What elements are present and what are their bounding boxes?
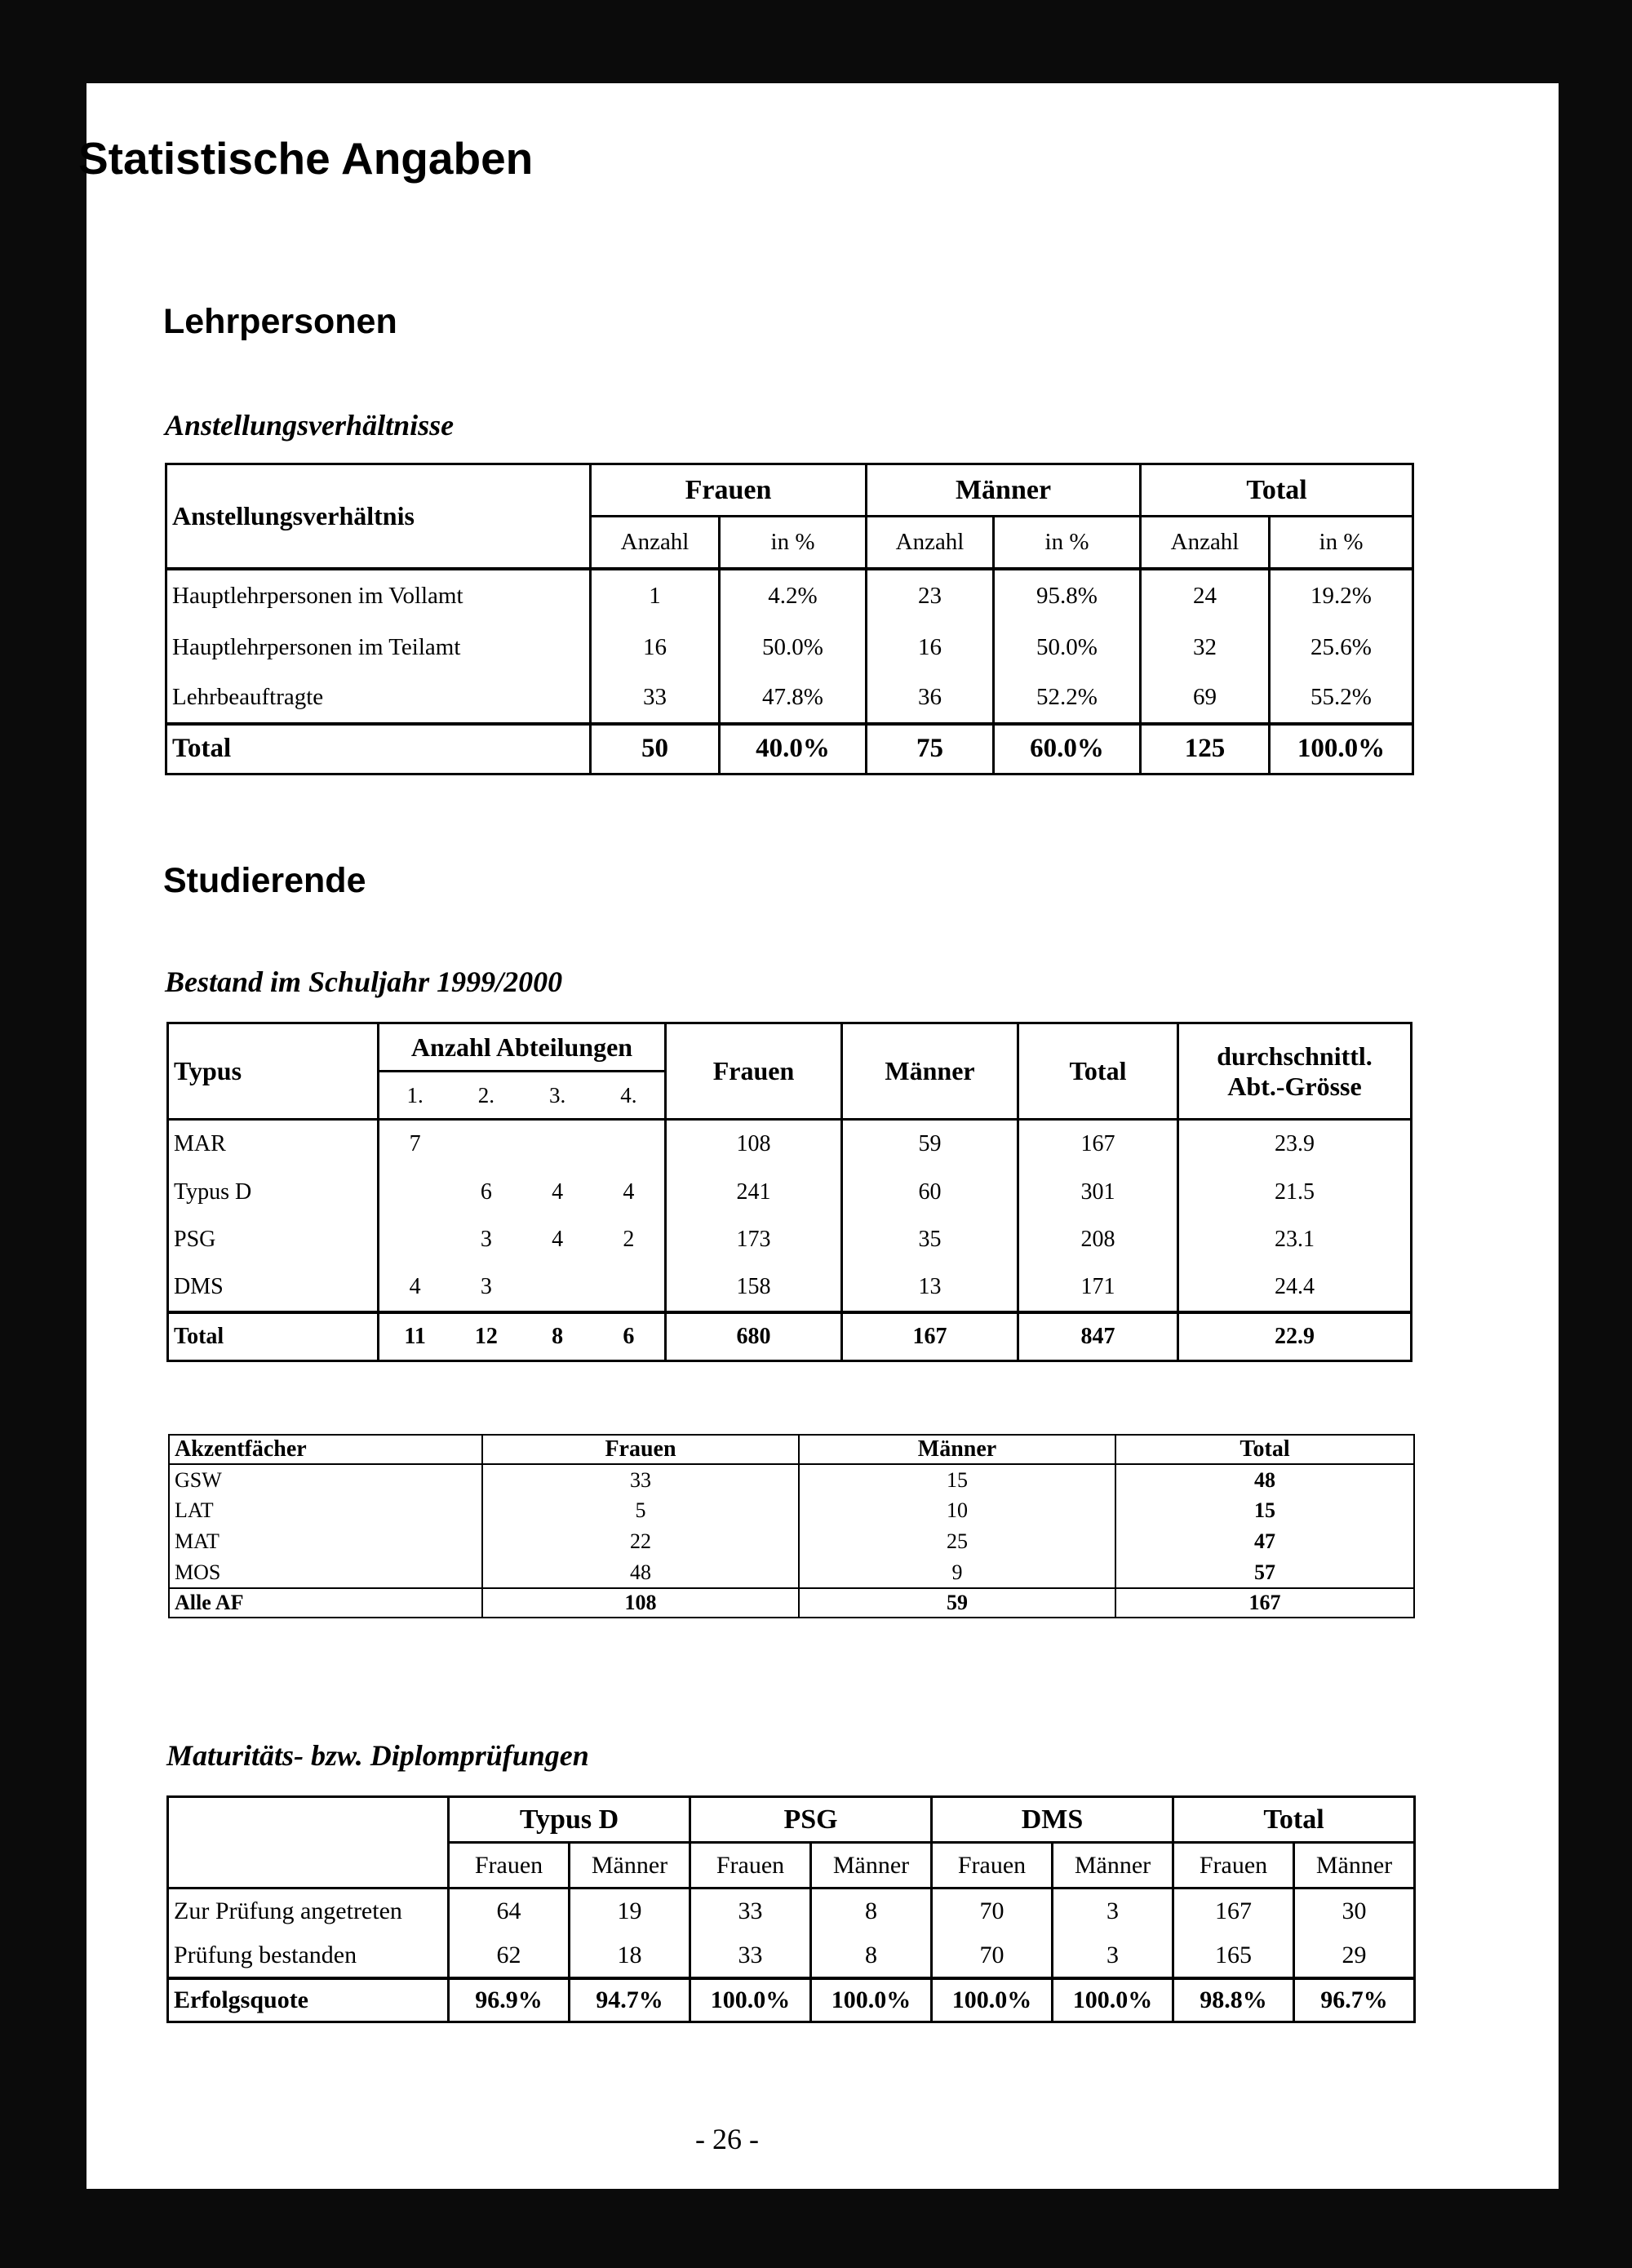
header-avg-line1: durchschnittl. bbox=[1217, 1041, 1373, 1071]
header-anzahl-abteilungen bbox=[379, 1023, 666, 1120]
cell: 48 bbox=[1115, 1464, 1414, 1495]
subheader-maenner: Männer bbox=[570, 1843, 690, 1889]
cell-typus: MAR bbox=[168, 1120, 379, 1169]
cell: 3 bbox=[1053, 1934, 1173, 1978]
table-akzentfaecher bbox=[168, 1434, 1415, 1618]
abt-2: 3 bbox=[480, 1226, 492, 1252]
cell-fach: GSW bbox=[169, 1464, 482, 1495]
cell: 94.7% bbox=[570, 1978, 690, 2022]
cell-label: Lehrbeauftragte bbox=[166, 673, 591, 724]
cell: 165 bbox=[1173, 1934, 1294, 1978]
cell: 48 bbox=[482, 1557, 799, 1588]
cell: 9 bbox=[799, 1557, 1115, 1588]
cell-maenner: 167 bbox=[842, 1312, 1018, 1361]
cell: 4.2% bbox=[720, 569, 867, 623]
table-row bbox=[168, 1934, 1415, 1978]
cell: 29 bbox=[1294, 1934, 1415, 1978]
abt-2: 12 bbox=[474, 1323, 498, 1349]
header-total: Total bbox=[1018, 1023, 1178, 1120]
header-dms: DMS bbox=[932, 1797, 1173, 1843]
cell: 100.0% bbox=[1053, 1978, 1173, 2022]
cell: 15 bbox=[1115, 1495, 1414, 1526]
cell-fach: Alle AF bbox=[169, 1588, 482, 1618]
cell-label: Prüfung bestanden bbox=[168, 1934, 449, 1978]
cell: 47.8% bbox=[720, 673, 867, 724]
cell: 60.0% bbox=[994, 724, 1141, 774]
subheader-prozent: in % bbox=[994, 517, 1141, 569]
abt-sub: 2. bbox=[477, 1083, 494, 1107]
cell: 96.7% bbox=[1294, 1978, 1415, 2022]
table-row bbox=[169, 1557, 1414, 1588]
cell: 47 bbox=[1115, 1526, 1414, 1557]
cell-typus: Typus D bbox=[168, 1169, 379, 1216]
cell: 59 bbox=[799, 1588, 1115, 1618]
cell: 98.8% bbox=[1173, 1978, 1294, 2022]
table-total-row bbox=[169, 1588, 1414, 1618]
cell-frauen: 158 bbox=[666, 1263, 842, 1312]
cell: 1 bbox=[591, 569, 720, 623]
header-frauen: Frauen bbox=[482, 1435, 799, 1464]
table-total-row bbox=[166, 724, 1413, 774]
subheader-frauen: Frauen bbox=[932, 1843, 1053, 1889]
cell-avg: 23.1 bbox=[1178, 1216, 1412, 1263]
table-row bbox=[166, 673, 1413, 724]
abt-2: 6 bbox=[480, 1178, 492, 1205]
abt-sub-headers bbox=[379, 1072, 664, 1118]
cell-avg: 22.9 bbox=[1178, 1312, 1412, 1361]
cell-abteilungen bbox=[379, 1216, 666, 1263]
cell: 57 bbox=[1115, 1557, 1414, 1588]
table-row bbox=[169, 1464, 1414, 1495]
header-total: Total bbox=[1173, 1797, 1415, 1843]
abt-3: 4 bbox=[552, 1226, 564, 1252]
table-row bbox=[168, 1169, 1412, 1216]
cell-maenner: 60 bbox=[842, 1169, 1018, 1216]
cell: 62 bbox=[449, 1934, 570, 1978]
abt-3 bbox=[522, 1274, 593, 1300]
cell-abteilungen bbox=[379, 1169, 666, 1216]
abt-1: 7 bbox=[409, 1131, 421, 1157]
cell-total: 167 bbox=[1018, 1120, 1178, 1169]
abt-1: 4 bbox=[409, 1273, 421, 1299]
cell: 15 bbox=[799, 1464, 1115, 1495]
cell: 100.0% bbox=[811, 1978, 932, 2022]
cell-maenner: 13 bbox=[842, 1263, 1018, 1312]
cell-label: Erfolgsquote bbox=[168, 1978, 449, 2022]
header-akzentfaecher: Akzentfächer bbox=[169, 1435, 482, 1464]
abt-4: 2 bbox=[623, 1226, 635, 1252]
table-total-row bbox=[168, 1312, 1412, 1361]
table-row bbox=[168, 1889, 1415, 1934]
cell: 33 bbox=[591, 673, 720, 724]
cell: 18 bbox=[570, 1934, 690, 1978]
cell: 19.2% bbox=[1270, 569, 1413, 623]
abt-3 bbox=[522, 1131, 593, 1157]
abt-4: 4 bbox=[623, 1178, 635, 1205]
cell: 55.2% bbox=[1270, 673, 1413, 724]
abt-sub: 3. bbox=[549, 1083, 566, 1107]
cell: 40.0% bbox=[720, 724, 867, 774]
abt-2 bbox=[450, 1131, 521, 1157]
cell: 75 bbox=[867, 724, 994, 774]
table-row bbox=[169, 1495, 1414, 1526]
header-total: Total bbox=[1115, 1435, 1414, 1464]
cell-label: Hauptlehrpersonen im Teilamt bbox=[166, 623, 591, 673]
header-psg: PSG bbox=[690, 1797, 932, 1843]
cell-typus: Total bbox=[168, 1312, 379, 1361]
abt-4: 6 bbox=[623, 1323, 635, 1349]
cell: 33 bbox=[690, 1934, 811, 1978]
header-durchschnitt bbox=[1178, 1023, 1412, 1120]
cell-maenner: 35 bbox=[842, 1216, 1018, 1263]
cell: 8 bbox=[811, 1934, 932, 1978]
abt-1 bbox=[379, 1227, 450, 1253]
cell: 8 bbox=[811, 1889, 932, 1934]
subheader-frauen: Frauen bbox=[1173, 1843, 1294, 1889]
subheading-anstellung: Anstellungsverhältnisse bbox=[165, 409, 455, 442]
cell: 167 bbox=[1173, 1889, 1294, 1934]
cell: 100.0% bbox=[932, 1978, 1053, 2022]
cell: 69 bbox=[1141, 673, 1270, 724]
cell-abteilungen bbox=[379, 1312, 666, 1361]
table-bestand bbox=[166, 1022, 1412, 1362]
cell: 25.6% bbox=[1270, 623, 1413, 673]
cell-total: 208 bbox=[1018, 1216, 1178, 1263]
cell: 5 bbox=[482, 1495, 799, 1526]
header-maenner: Männer bbox=[799, 1435, 1115, 1464]
cell-fach: MAT bbox=[169, 1526, 482, 1557]
cell: 167 bbox=[1115, 1588, 1414, 1618]
abt-4 bbox=[593, 1274, 664, 1300]
header-frauen: Frauen bbox=[591, 464, 867, 517]
subheading-maturitaet: Maturitäts- bzw. Diplomprüfungen bbox=[166, 1739, 589, 1772]
cell-total: 847 bbox=[1018, 1312, 1178, 1361]
cell: 64 bbox=[449, 1889, 570, 1934]
cell: 96.9% bbox=[449, 1978, 570, 2022]
cell: 100.0% bbox=[690, 1978, 811, 2022]
table-row bbox=[166, 569, 1413, 623]
table-row bbox=[169, 1526, 1414, 1557]
page-number: - 26 - bbox=[695, 2123, 759, 2155]
cell: 33 bbox=[690, 1889, 811, 1934]
cell: 16 bbox=[591, 623, 720, 673]
cell: 24 bbox=[1141, 569, 1270, 623]
table-row bbox=[166, 623, 1413, 673]
cell-total: 171 bbox=[1018, 1263, 1178, 1312]
cell-abteilungen bbox=[379, 1263, 666, 1312]
table-total-row bbox=[168, 1978, 1415, 2022]
cell: 3 bbox=[1053, 1889, 1173, 1934]
table-pruefungen bbox=[166, 1795, 1416, 2023]
subheader-maenner: Männer bbox=[811, 1843, 932, 1889]
cell: 36 bbox=[867, 673, 994, 724]
cell-frauen: 241 bbox=[666, 1169, 842, 1216]
cell: 22 bbox=[482, 1526, 799, 1557]
header-maenner: Männer bbox=[867, 464, 1141, 517]
cell: 70 bbox=[932, 1934, 1053, 1978]
cell: 100.0% bbox=[1270, 724, 1413, 774]
abt-sub: 4. bbox=[620, 1083, 637, 1107]
header-typus: Typus bbox=[168, 1023, 379, 1120]
cell: 108 bbox=[482, 1588, 799, 1618]
cell-total: 301 bbox=[1018, 1169, 1178, 1216]
cell: 32 bbox=[1141, 623, 1270, 673]
cell-fach: MOS bbox=[169, 1557, 482, 1588]
abt-sub: 1. bbox=[406, 1083, 424, 1107]
cell-label: Zur Prüfung angetreten bbox=[168, 1889, 449, 1934]
subheading-bestand: Bestand im Schuljahr 1999/2000 bbox=[165, 965, 563, 998]
abt-1: 11 bbox=[404, 1323, 426, 1349]
header-abt-label: Anzahl Abteilungen bbox=[379, 1024, 664, 1072]
cell-avg: 23.9 bbox=[1178, 1120, 1412, 1169]
cell: 52.2% bbox=[994, 673, 1141, 724]
cell-typus: DMS bbox=[168, 1263, 379, 1312]
subheader-anzahl: Anzahl bbox=[867, 517, 994, 569]
subheader-anzahl: Anzahl bbox=[591, 517, 720, 569]
table-row bbox=[168, 1120, 1412, 1169]
cell: 70 bbox=[932, 1889, 1053, 1934]
cell-label: Total bbox=[166, 724, 591, 774]
header-empty bbox=[168, 1797, 449, 1889]
cell: 16 bbox=[867, 623, 994, 673]
abt-1 bbox=[379, 1179, 450, 1205]
cell: 19 bbox=[570, 1889, 690, 1934]
cell-avg: 21.5 bbox=[1178, 1169, 1412, 1216]
cell-abteilungen bbox=[379, 1120, 666, 1169]
cell: 33 bbox=[482, 1464, 799, 1495]
cell: 95.8% bbox=[994, 569, 1141, 623]
header-frauen: Frauen bbox=[666, 1023, 842, 1120]
header-avg-line2: Abt.-Grösse bbox=[1227, 1071, 1362, 1101]
section-heading-lehrpersonen: Lehrpersonen bbox=[163, 302, 397, 341]
header-typus-d: Typus D bbox=[449, 1797, 690, 1843]
cell-frauen: 108 bbox=[666, 1120, 842, 1169]
cell-frauen: 173 bbox=[666, 1216, 842, 1263]
subheader-prozent: in % bbox=[720, 517, 867, 569]
abt-3: 8 bbox=[552, 1323, 564, 1349]
subheader-anzahl: Anzahl bbox=[1141, 517, 1270, 569]
subheader-frauen: Frauen bbox=[690, 1843, 811, 1889]
abt-4 bbox=[593, 1131, 664, 1157]
table-row bbox=[168, 1216, 1412, 1263]
cell: 50.0% bbox=[994, 623, 1141, 673]
header-anstellungsverhaeltnis: Anstellungsverhältnis bbox=[166, 464, 591, 569]
cell: 125 bbox=[1141, 724, 1270, 774]
cell: 10 bbox=[799, 1495, 1115, 1526]
cell: 50.0% bbox=[720, 623, 867, 673]
abt-3: 4 bbox=[552, 1178, 564, 1205]
cell: 30 bbox=[1294, 1889, 1415, 1934]
subheader-maenner: Männer bbox=[1053, 1843, 1173, 1889]
subheader-frauen: Frauen bbox=[449, 1843, 570, 1889]
cell-avg: 24.4 bbox=[1178, 1263, 1412, 1312]
page-title: Statistische Angaben bbox=[78, 133, 534, 184]
cell-typus: PSG bbox=[168, 1216, 379, 1263]
table-row bbox=[168, 1263, 1412, 1312]
cell-frauen: 680 bbox=[666, 1312, 842, 1361]
header-total: Total bbox=[1141, 464, 1413, 517]
header-maenner: Männer bbox=[842, 1023, 1018, 1120]
abt-2: 3 bbox=[480, 1273, 492, 1299]
cell-maenner: 59 bbox=[842, 1120, 1018, 1169]
cell-fach: LAT bbox=[169, 1495, 482, 1526]
table-anstellung bbox=[165, 463, 1414, 775]
cell: 23 bbox=[867, 569, 994, 623]
cell: 25 bbox=[799, 1526, 1115, 1557]
subheader-prozent: in % bbox=[1270, 517, 1413, 569]
subheader-maenner: Männer bbox=[1294, 1843, 1415, 1889]
cell: 50 bbox=[591, 724, 720, 774]
cell-label: Hauptlehrpersonen im Vollamt bbox=[166, 569, 591, 623]
section-heading-studierende: Studierende bbox=[163, 861, 366, 900]
